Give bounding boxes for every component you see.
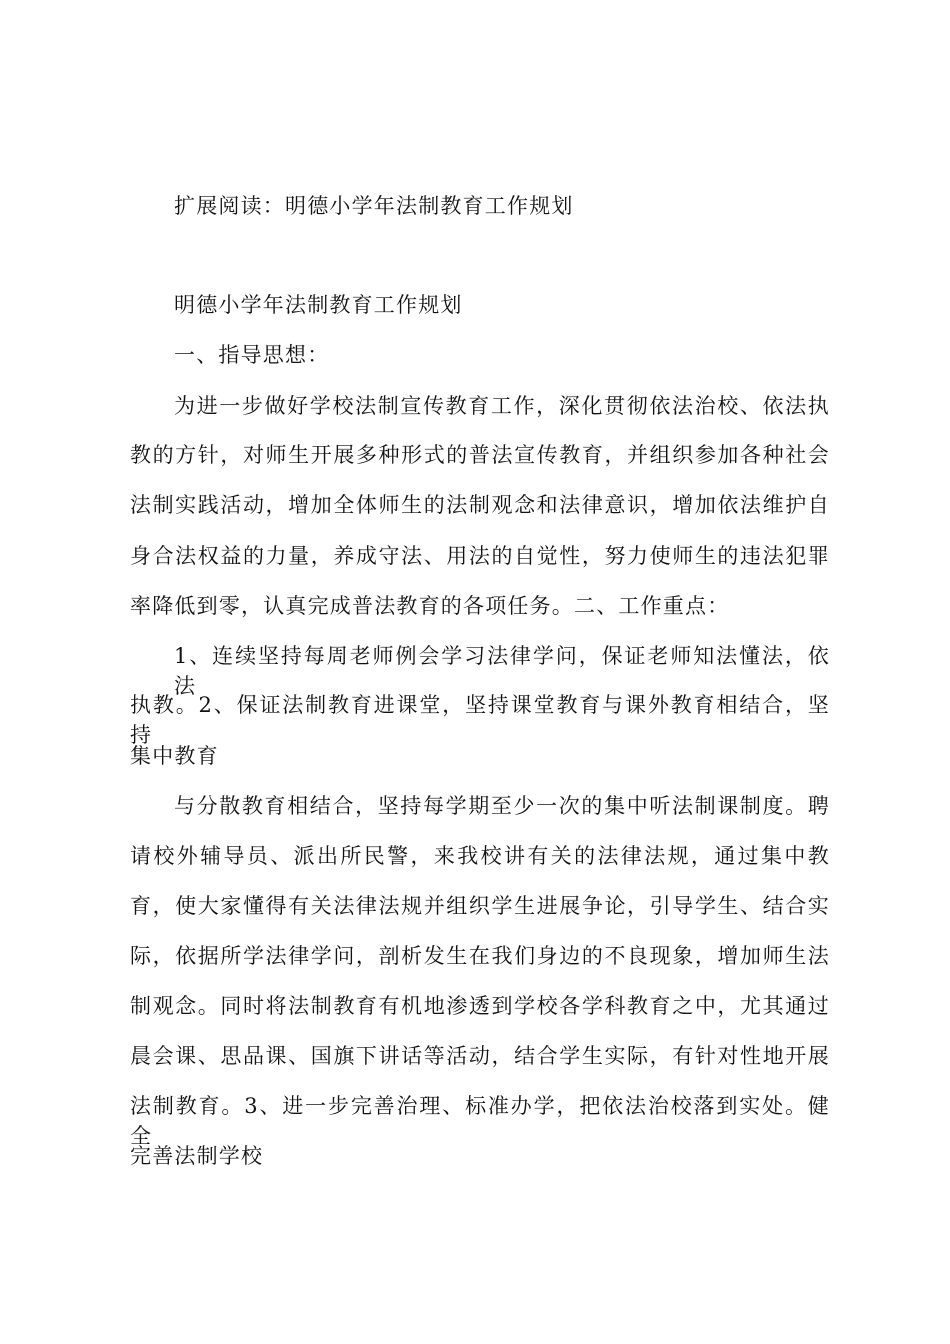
- paragraph-line: 育，使大家懂得有关法律法规并组织学生进展争论，引导学生、结合实: [130, 894, 830, 918]
- paragraph-line: 法制教育。3、进一步完善治理、标准办学，把依法治校落到实处。健全: [130, 1094, 830, 1148]
- extended-reading-title: 扩展阅读：明德小学年法制教育工作规划: [174, 194, 574, 218]
- paragraph-line: 1、连续坚持每周老师例会学习法律学问，保证老师知法懂法，依法: [174, 644, 830, 698]
- paragraph-line: 率降低到零，认真完成普法教育的各项任务。二、工作重点：: [130, 594, 730, 618]
- paragraph-line: 际，依据所学法律学问，剖析发生在我们身边的不良现象，增加师生法: [130, 944, 830, 968]
- paragraph-line: 身合法权益的力量，养成守法、用法的自觉性，努力使师生的违法犯罪: [130, 544, 830, 568]
- paragraph-line: 与分散教育相结合，坚持每学期至少一次的集中听法制课制度。聘: [174, 794, 830, 818]
- paragraph-line: 制观念。同时将法制教育有机地渗透到学校各学科教育之中，尤其通过: [130, 994, 830, 1018]
- paragraph-line: 请校外辅导员、派出所民警，来我校讲有关的法律法规，通过集中教: [130, 844, 830, 868]
- paragraph-line: 集中教育: [130, 744, 219, 768]
- paragraph-line: 晨会课、思品课、国旗下讲话等活动，结合学生实际，有针对性地开展: [130, 1044, 830, 1068]
- document-title: 明德小学年法制教育工作规划: [174, 293, 463, 317]
- paragraph-line: 执教。2、保证法制教育进课堂，坚持课堂教育与课外教育相结合，坚持: [130, 693, 830, 747]
- paragraph-line: 为进一步做好学校法制宣传教育工作，深化贯彻依法治校、依法执: [174, 394, 830, 418]
- paragraph-line: 完善法制学校: [130, 1144, 264, 1168]
- paragraph-line: 教的方针，对师生开展多种形式的普法宣传教育，并组织参加各种社会: [130, 443, 830, 467]
- paragraph-line: 法制实践活动，增加全体师生的法制观念和法律意识，增加依法维护自: [130, 493, 830, 517]
- section-heading-guiding-ideology: 一、指导思想：: [174, 343, 330, 367]
